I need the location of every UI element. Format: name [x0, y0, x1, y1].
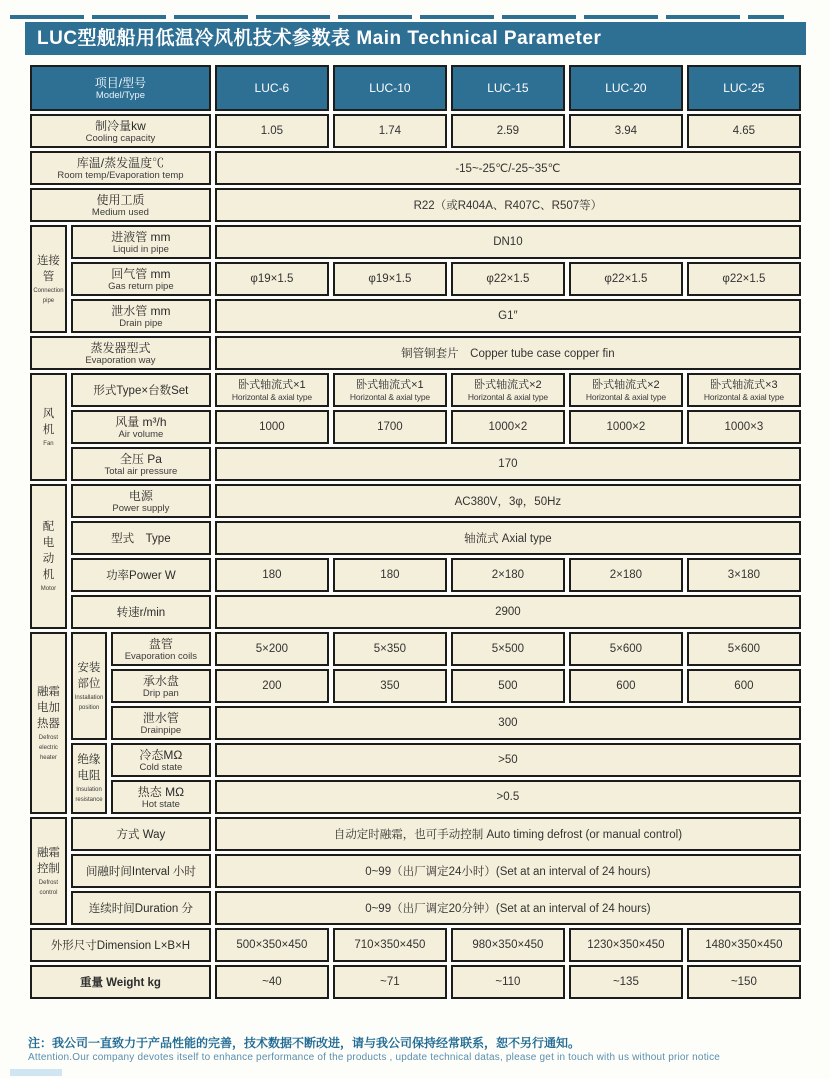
label-speed [71, 595, 211, 629]
label-en: Drain pipe [119, 317, 163, 329]
label-zh: 泄水管 [142, 710, 179, 725]
label-heater-drainpipe [111, 706, 211, 740]
group-line: 融霜 [36, 846, 60, 859]
label-en: Evaporation coils [124, 650, 198, 662]
group-line: Fan [43, 439, 54, 447]
label-zh: 盘管 [148, 636, 173, 651]
row-coils [30, 632, 801, 666]
air-volume-value: 1000×2 [569, 410, 683, 444]
weight-value: ~110 [451, 965, 565, 999]
label-zh: 间融时间Interval 小时 [85, 866, 196, 878]
coils-value: 5×350 [333, 632, 447, 666]
header-model-luc20: LUC-20 [569, 65, 683, 111]
fan-type-value [333, 373, 447, 407]
table-header-row [30, 65, 801, 111]
group-line: 安装 [77, 661, 101, 674]
label-duration [71, 891, 211, 925]
gas-return-value: φ22×1.5 [451, 262, 565, 296]
dimension-value: 500×350×450 [215, 928, 329, 962]
group-line: Defrost [38, 878, 59, 886]
dimension-value: 1230×350×450 [569, 928, 683, 962]
row-fan-type [30, 373, 801, 407]
group-line: 电阻 [77, 770, 101, 782]
cooling-value: 3.94 [569, 114, 683, 148]
row-air-volume [30, 410, 801, 444]
value-zh: 卧式轴流式×2 [592, 378, 660, 391]
group-line: 配 [42, 521, 55, 533]
bottom-cutoff-strip [10, 1069, 62, 1076]
page-title: LUC型舰船用低温冷风机技术参数表 Main Technical Parameter [25, 22, 806, 55]
value-zh: 卧式轴流式×2 [474, 378, 542, 391]
cooling-value: 1.05 [215, 114, 329, 148]
group-fan [30, 373, 67, 481]
group-line: resistance [75, 796, 103, 803]
air-volume-value: 1000 [215, 410, 329, 444]
label-interval [71, 854, 211, 888]
subgroup-install-position [71, 632, 107, 740]
label-zh: 泄水管 mm [111, 303, 171, 318]
row-weight [30, 965, 801, 999]
group-line: 融霜 [36, 685, 60, 698]
label-gas-return-pipe [71, 262, 211, 296]
cooling-value: 1.74 [333, 114, 447, 148]
air-volume-value: 1000×2 [451, 410, 565, 444]
label-zh: 形式Type×台数Set [93, 385, 189, 397]
fan-type-value [569, 373, 683, 407]
label-en: Gas return pipe [108, 280, 174, 292]
evaporation-way-value: 铜管铜套片 Copper tube case copper fin [215, 336, 801, 370]
group-line: 部位 [77, 677, 101, 690]
row-speed [30, 595, 801, 629]
group-line: 机 [42, 569, 55, 581]
dimension-value: 980×350×450 [451, 928, 565, 962]
group-line: heater [39, 753, 57, 761]
heater-drainpipe-value: 300 [215, 706, 801, 740]
weight-value: ~150 [687, 965, 801, 999]
group-line: Insulation [76, 786, 102, 793]
drip-pan-value: 600 [687, 669, 801, 703]
fan-type-value [451, 373, 565, 407]
label-zh: 冷态MΩ [139, 747, 183, 762]
cold-state-value: >50 [215, 743, 801, 777]
top-cutoff-strip [10, 15, 784, 19]
label-medium [30, 188, 211, 222]
power-supply-value: AC380V，3φ，50Hz [215, 484, 801, 518]
label-liquid-in-pipe [71, 225, 211, 259]
header-model-type [30, 65, 211, 111]
footer-note-zh: 注：我公司一直致力于产品性能的完善，技术数据不断改进，请与我公司保持经常联系，恕不另行通知。 [28, 1036, 581, 1050]
label-zh: 型式 Type [111, 533, 171, 545]
value-en: Horizontal & axial type [349, 391, 430, 402]
label-en: Cooling capacity [85, 132, 156, 144]
label-dimension [30, 928, 211, 962]
label-power [71, 558, 211, 592]
row-power-supply [30, 484, 801, 518]
label-zh: 库温/蒸发温度℃ [76, 155, 165, 170]
label-en: Medium used [91, 206, 149, 218]
fan-type-value [215, 373, 329, 407]
power-value: 2×180 [451, 558, 565, 592]
label-en: Room temp/Evaporation temp [57, 169, 184, 181]
row-evaporation-way [30, 336, 801, 370]
coils-value: 5×200 [215, 632, 329, 666]
group-line: 绝缘 [77, 754, 101, 766]
row-medium [30, 188, 801, 222]
cooling-value: 4.65 [687, 114, 801, 148]
medium-value: R22（或R404A、R407C、R507等） [215, 188, 801, 222]
label-zh: 进液管 mm [111, 229, 171, 244]
value-en: Horizontal & axial type [585, 391, 666, 402]
label-evaporation-way [30, 336, 211, 370]
row-motor-type [30, 521, 801, 555]
air-volume-value: 1000×3 [687, 410, 801, 444]
group-line: Motor [40, 585, 57, 592]
row-cooling-capacity [30, 114, 801, 148]
group-line: 电 [42, 537, 55, 549]
label-zh: 制冷量kw [95, 118, 146, 133]
label-zh: 重量 Weight kg [79, 977, 161, 989]
value-en: Horizontal & axial type [467, 391, 548, 402]
group-line: control [39, 888, 58, 896]
label-zh: 风量 m³/h [115, 414, 167, 429]
label-zh: 功率Power W [106, 570, 176, 582]
value-zh: 卧式轴流式×1 [356, 378, 424, 391]
air-volume-value: 1700 [333, 410, 447, 444]
row-duration [30, 891, 801, 925]
label-zh: 回气管 mm [111, 266, 171, 281]
row-room-temp [30, 151, 801, 185]
coils-value: 5×600 [569, 632, 683, 666]
label-fan-type [71, 373, 211, 407]
label-en: Drainpipe [140, 724, 182, 736]
footer-note [28, 1036, 818, 1065]
label-power-supply [71, 484, 211, 518]
row-liquid-in-pipe [30, 225, 801, 259]
label-zh: 蒸发器型式 [90, 340, 151, 355]
subgroup-insulation-resistance [71, 743, 107, 814]
label-zh: 外形尺寸Dimension L×B×H [50, 940, 191, 952]
label-zh: 热态 MΩ [137, 784, 185, 799]
label-cooling-capacity [30, 114, 211, 148]
hot-state-value: >0.5 [215, 780, 801, 814]
defrost-way-value: 自动定时融霜，也可手动控制 Auto timing defrost (or manual control) [215, 817, 801, 851]
dimension-value: 710×350×450 [333, 928, 447, 962]
label-motor-type [71, 521, 211, 555]
row-hot-state [30, 780, 801, 814]
label-zh: 全压 Pa [119, 451, 162, 466]
label-room-temp [30, 151, 211, 185]
label-zh: 连续时间Duration 分 [88, 903, 193, 915]
group-line: electric [38, 743, 58, 751]
label-drain-pipe [71, 299, 211, 333]
group-line: Connection [33, 286, 64, 294]
power-value: 3×180 [687, 558, 801, 592]
drip-pan-value: 350 [333, 669, 447, 703]
coils-value: 5×600 [687, 632, 801, 666]
group-line: 控制 [36, 862, 60, 875]
drain-pipe-value: G1″ [215, 299, 801, 333]
value-en: Horizontal & axial type [703, 391, 784, 402]
group-line: pipe [42, 296, 55, 304]
label-zh: 承水盘 [142, 673, 179, 688]
header-model-luc25: LUC-25 [687, 65, 801, 111]
row-drip-pan [30, 669, 801, 703]
power-value: 2×180 [569, 558, 683, 592]
label-en: Power supply [112, 502, 170, 514]
room-temp-value: -15~-25℃/-25~35℃ [215, 151, 801, 185]
header-model-luc15: LUC-15 [451, 65, 565, 111]
value-zh: 卧式轴流式×1 [238, 378, 306, 391]
group-line: 风 [42, 407, 55, 420]
label-en: Total air pressure [104, 465, 178, 477]
group-line: 管 [42, 270, 55, 283]
value-en: Horizontal & axial type [231, 391, 312, 402]
header-item-zh: 项目/型号 [94, 75, 147, 90]
gas-return-value: φ19×1.5 [333, 262, 447, 296]
liquid-in-pipe-value: DN10 [215, 225, 801, 259]
row-gas-return-pipe [30, 262, 801, 296]
weight-value: ~135 [569, 965, 683, 999]
gas-return-value: φ19×1.5 [215, 262, 329, 296]
group-line: 动 [42, 553, 55, 565]
header-item-en: Model/Type [95, 89, 145, 101]
label-air-volume [71, 410, 211, 444]
row-power [30, 558, 801, 592]
drip-pan-value: 500 [451, 669, 565, 703]
gas-return-value: φ22×1.5 [569, 262, 683, 296]
motor-type-value: 轴流式 Axial type [215, 521, 801, 555]
row-drain-pipe [30, 299, 801, 333]
row-total-pressure [30, 447, 801, 481]
drip-pan-value: 600 [569, 669, 683, 703]
row-dimension [30, 928, 801, 962]
group-line: 电加 [36, 701, 60, 714]
total-pressure-value: 170 [215, 447, 801, 481]
gas-return-value: φ22×1.5 [687, 262, 801, 296]
row-cold-state [30, 743, 801, 777]
interval-value: 0~99（出厂调定24小时）(Set at an interval of 24 hours) [215, 854, 801, 888]
header-model-luc6: LUC-6 [215, 65, 329, 111]
row-heater-drainpipe [30, 706, 801, 740]
header-model-luc10: LUC-10 [333, 65, 447, 111]
row-defrost-way [30, 817, 801, 851]
label-weight [30, 965, 211, 999]
label-zh: 转速r/min [116, 607, 166, 619]
label-drip-pan [111, 669, 211, 703]
label-zh: 电源 [128, 488, 153, 503]
group-line: 机 [42, 423, 55, 436]
label-en: Liquid in pipe [112, 243, 169, 255]
group-defrost-heater [30, 632, 67, 814]
label-en: Cold state [139, 761, 183, 773]
drip-pan-value: 200 [215, 669, 329, 703]
group-line: Defrost [38, 733, 59, 741]
parameter-table [26, 62, 805, 1002]
value-zh: 卧式轴流式×3 [710, 378, 778, 391]
group-line: 热器 [36, 717, 60, 730]
power-value: 180 [333, 558, 447, 592]
weight-value: ~40 [215, 965, 329, 999]
row-interval [30, 854, 801, 888]
label-zh: 方式 Way [116, 829, 166, 841]
footer-note-en: Attention.Our company devotes itself to enhance performance of the products , update technical datas, please get in touch with us without prior notice [28, 1052, 721, 1063]
group-line: 连接 [36, 254, 60, 267]
label-cold-state [111, 743, 211, 777]
group-line: position [78, 703, 100, 711]
label-zh: 使用工质 [96, 192, 145, 207]
label-defrost-way [71, 817, 211, 851]
weight-value: ~71 [333, 965, 447, 999]
duration-value: 0~99（出厂调定20分钟）(Set at an interval of 24 hours) [215, 891, 801, 925]
label-coils [111, 632, 211, 666]
label-total-pressure [71, 447, 211, 481]
cooling-value: 2.59 [451, 114, 565, 148]
group-motor [30, 484, 67, 629]
group-line: Installation [74, 693, 104, 701]
label-en: Hot state [141, 798, 180, 810]
label-en: Evaporation way [85, 354, 156, 366]
label-en: Air volume [118, 428, 164, 440]
power-value: 180 [215, 558, 329, 592]
label-hot-state [111, 780, 211, 814]
coils-value: 5×500 [451, 632, 565, 666]
label-en: Drip pan [142, 687, 179, 699]
group-connection-pipe [30, 225, 67, 333]
dimension-value: 1480×350×450 [687, 928, 801, 962]
speed-value: 2900 [215, 595, 801, 629]
group-defrost-control [30, 817, 67, 925]
fan-type-value [687, 373, 801, 407]
